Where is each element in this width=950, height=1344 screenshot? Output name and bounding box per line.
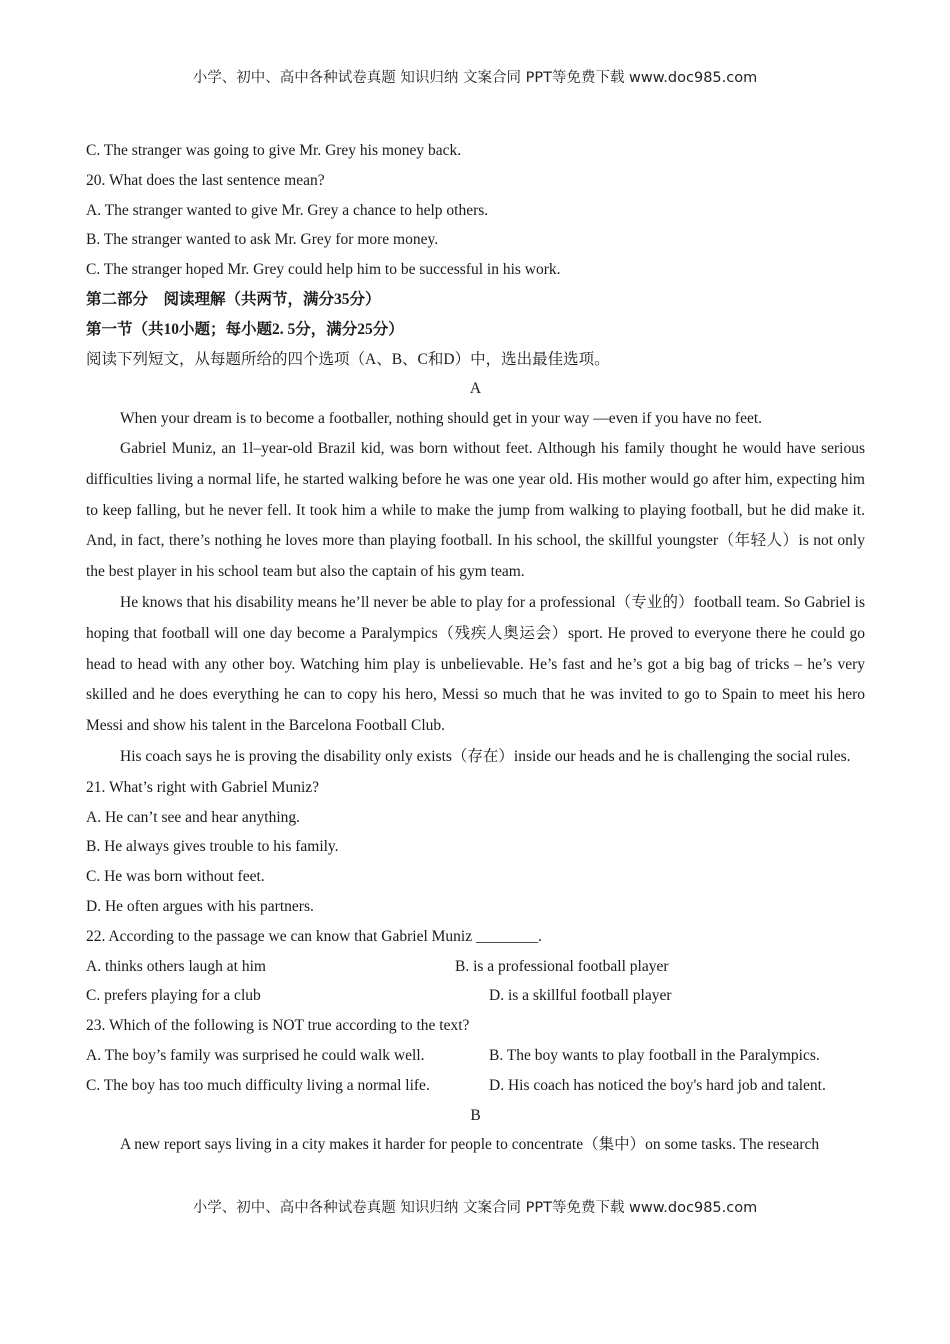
q21-option-a: A. He can’t see and hear anything.	[86, 808, 301, 826]
q20-option-a: A. The stranger wanted to give Mr. Grey a chance to help others.	[86, 201, 489, 219]
q19-option-c: C. The stranger was going to give Mr. Grey his money back.	[86, 142, 462, 159]
q23-option-a: A. The boy’s family was surprised he could walk well.	[86, 1046, 425, 1064]
q22-options-row-2	[86, 981, 865, 1011]
q22-stem: 22. According to the passage we can know that Gabriel Muniz ________.	[86, 927, 542, 945]
passage-a-paragraph-1: When your dream is to become a footballer, nothing should get in your way —even if you have no feet.	[120, 410, 763, 428]
q22-option-d: D. is a skillful football player	[489, 987, 672, 1005]
page-footer: 小学、初中、高中各种试卷真题 知识归纳 文案合同 PPT等免费下载 www.doc985.com	[192, 1200, 758, 1216]
page-header: 小学、初中、高中各种试卷真题 知识归纳 文案合同 PPT等免费下载 www.doc985.com	[192, 70, 758, 86]
q22-options-row-1	[86, 952, 865, 982]
q23-options-row-2	[86, 1071, 865, 1101]
q23-options-row-1	[86, 1041, 865, 1071]
q23-option-b: B. The boy wants to play football in the Paralympics.	[489, 1046, 820, 1064]
q23-option-c: C. The boy has too much difficulty living a normal life.	[86, 1076, 430, 1094]
passage-b-paragraph-1: A new report says living in a city makes it harder for people to concentrate（集中）on some tasks. The research	[120, 1136, 820, 1154]
passage-a-paragraph-3: He knows that his disability means he’ll never be able to play for a professional（专业的）football team. So Gabriel is hoping that football will one day become a Paralympics（残疾人奥运会）sport. He proved to everyone there he could go head to head with any other boy. Watching him play is unbelievable. He’s fast and he’s got a big bag of tricks – he’s very skilled and he does everything he can to copy his hero, Messi so much that he was invited to go to Spain to meet his hero Messi and show his talent in the Barcelona Football Club.	[86, 593, 865, 735]
passage-a-paragraph-4: His coach says he is proving the disability only exists（存在）inside our heads and he is challenging the social rules.	[120, 747, 851, 765]
q22-option-c: C. prefers playing for a club	[86, 987, 261, 1005]
q22-option-b: B. is a professional football player	[455, 957, 669, 975]
q21-option-d: D. He often argues with his partners.	[86, 897, 314, 915]
q21-option-b: B. He always gives trouble to his family.	[86, 838, 339, 856]
q20-stem: 20. What does the last sentence mean?	[86, 171, 325, 189]
section-title: 第一节（共10小题；每小题2. 5分，满分25分）	[86, 320, 404, 338]
passage-a-label: A	[469, 380, 482, 398]
q22-option-a: A. thinks others laugh at him	[86, 957, 266, 975]
passage-b-label: B	[470, 1106, 481, 1124]
part-title: 第二部分 阅读理解（共两节，满分35分）	[86, 290, 381, 308]
q21-option-c: C. He was born without feet.	[86, 868, 265, 886]
instructions: 阅读下列短文，从每题所给的四个选项（A、B、C和D）中，选出最佳选项。	[86, 350, 610, 368]
passage-a-paragraph-2: Gabriel Muniz, an 1l–year-old Brazil kid, was born without feet. Although his family thought he would have serious difficulties living a normal life, he started walking before he was one year old. His mother would go after him, expecting him to keep falling, but he never fell. It took him a while to make the jump from walking to playing football, but he did make it. And, in fact, there’s nothing he loves more than playing football. In his school, the skillful youngster（年轻人）is not only the best player in his school team but also the captain of his gym team.	[86, 439, 865, 581]
q21-stem: 21. What’s right with Gabriel Muniz?	[86, 778, 320, 796]
q20-option-b: B. The stranger wanted to ask Mr. Grey for more money.	[86, 231, 439, 249]
exam-content	[86, 136, 865, 1160]
q20-option-c: C. The stranger hoped Mr. Grey could help him to be successful in his work.	[86, 261, 561, 279]
q23-option-d: D. His coach has noticed the boy's hard job and talent.	[489, 1076, 826, 1094]
q23-stem: 23. Which of the following is NOT true according to the text?	[86, 1017, 470, 1035]
